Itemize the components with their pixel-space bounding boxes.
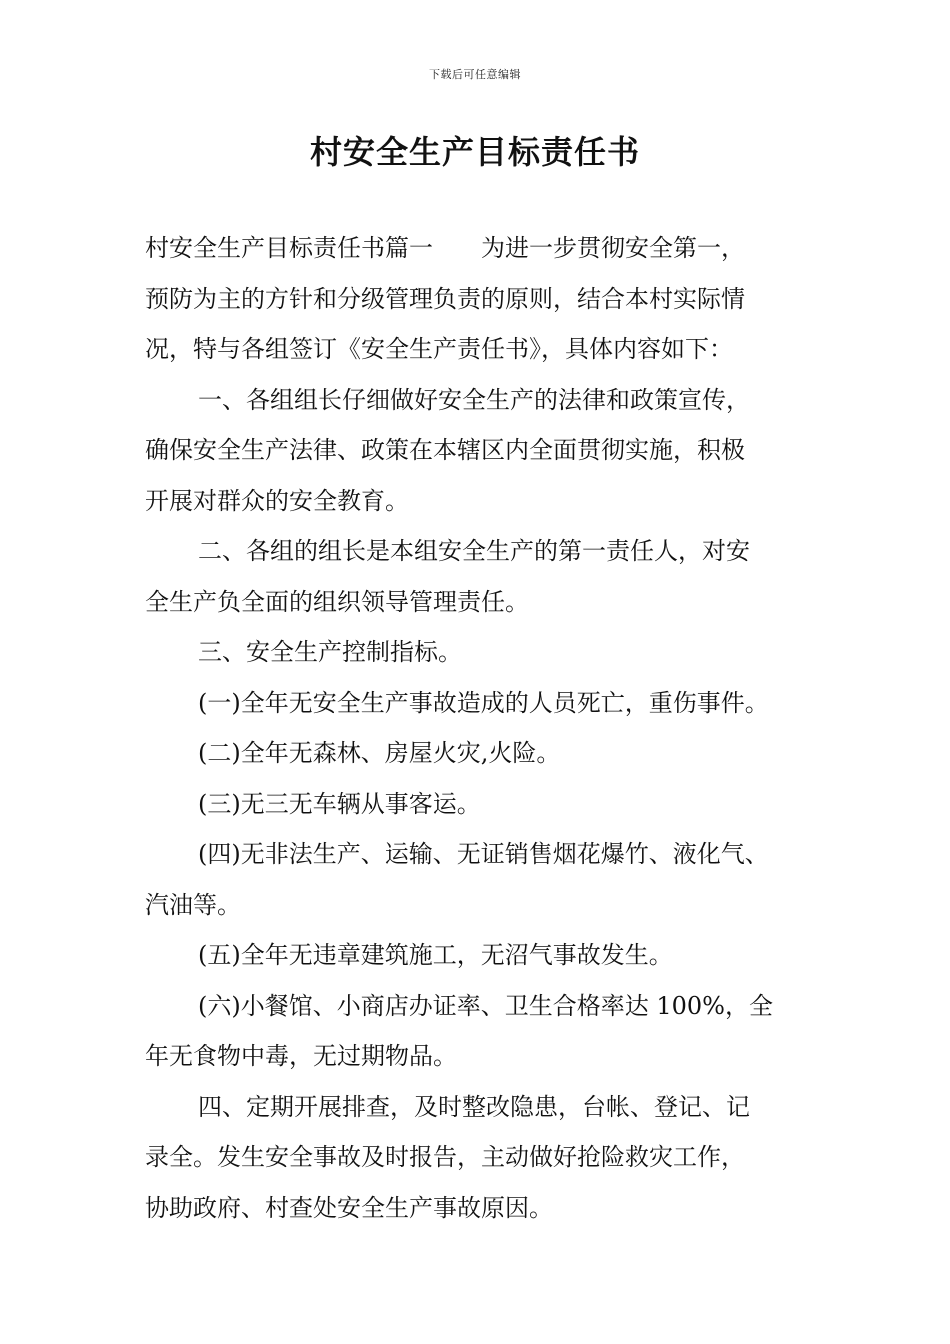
document-body	[145, 223, 810, 1233]
body-line: 一、各组组长仔细做好安全生产的法律和政策宣传，	[198, 385, 750, 414]
body-line: 预防为主的方针和分级管理负责的原则，结合本村实际情	[145, 284, 745, 313]
body-line: (一)全年无安全生产事故造成的人员死亡，重伤事件。	[198, 688, 769, 717]
body-line: 二、各组的组长是本组安全生产的第一责任人，对安	[198, 537, 750, 565]
body-line: 协助政府、村查处安全生产事故原因。	[145, 1193, 553, 1222]
body-line: 开展对群众的安全教育。	[145, 486, 409, 515]
body-line: 四、定期开展排查，及时整改隐患，台帐、登记、记	[198, 1092, 750, 1121]
body-line: (五)全年无违章建筑施工，无沼气事故发生。	[198, 941, 673, 969]
body-line: 确保安全生产法律、政策在本辖区内全面贯彻实施，积极	[145, 436, 745, 464]
body-line: (四)无非法生产、运输、无证销售烟花爆竹、液化气、	[198, 840, 769, 868]
body-line: (二)全年无森林、房屋火灾,火险。	[198, 739, 561, 767]
body-line: 年无食物中毒，无过期物品。	[145, 1042, 457, 1070]
page-header-note: 下载后可任意编辑	[429, 68, 521, 81]
body-line: 汽油等。	[145, 890, 241, 919]
body-line: 况，特与各组签订《安全生产责任书》，具体内容如下：	[145, 335, 733, 363]
body-line: (六)小餐馆、小商店办证率、卫生合格率达 100%，全	[198, 991, 773, 1020]
body-line: 三、安全生产控制指标。	[198, 638, 462, 666]
body-line: (三)无三无车辆从事客运。	[198, 789, 481, 818]
body-line: 村安全生产目标责任书篇一 为进一步贯彻安全第一，	[145, 234, 745, 262]
body-line: 全生产负全面的组织领导管理责任。	[145, 587, 529, 616]
document-title: 村安全生产目标责任书	[309, 133, 640, 171]
body-line: 录全。发生安全事故及时报告，主动做好抢险救灾工作，	[145, 1143, 745, 1171]
